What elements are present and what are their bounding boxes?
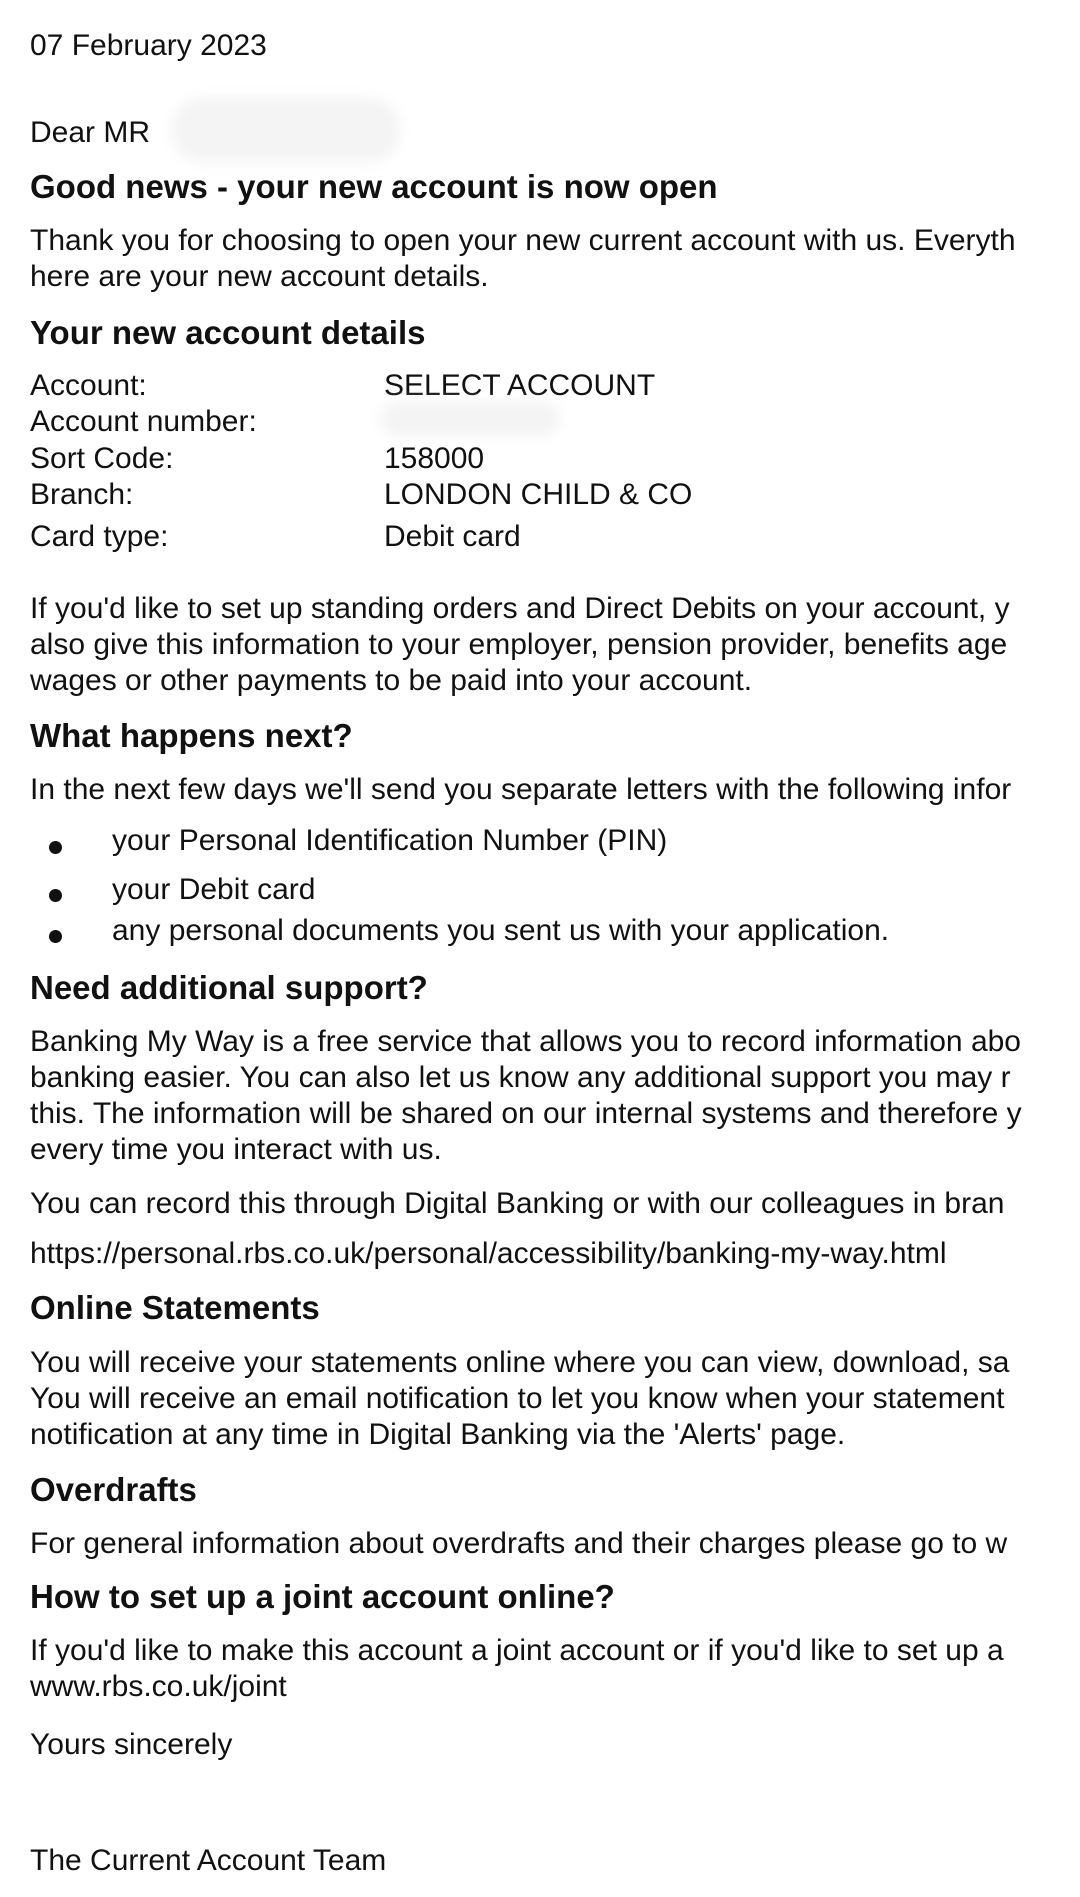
bullet-icon: [49, 889, 62, 902]
joint-account-link[interactable]: www.rbs.co.uk/joint: [30, 1670, 287, 1703]
list-item: your Debit card: [112, 873, 316, 906]
support-record-text: You can record this through Digital Banking or with our colleagues in bran: [30, 1187, 1005, 1220]
detail-label-card-type: Card type:: [30, 520, 169, 553]
detail-label-sort-code: Sort Code:: [30, 442, 174, 475]
overdrafts-heading: Overdrafts: [30, 1471, 197, 1508]
joint-line-1: If you'd like to make this account a joint account or if you'd like to set up a: [30, 1634, 1004, 1667]
redacted-name: [172, 98, 400, 162]
standing-orders-line-1: If you'd like to set up standing orders and Direct Debits on your account, y: [30, 592, 1010, 625]
letter-title: Good news - your new account is now open: [30, 168, 718, 205]
standing-orders-line-2: also give this information to your employer, pension provider, benefits age: [30, 628, 1008, 661]
next-heading: What happens next?: [30, 717, 353, 754]
statements-line-3: notification at any time in Digital Banking via the 'Alerts' page.: [30, 1418, 846, 1451]
bullet-icon: [49, 841, 62, 854]
support-heading: Need additional support?: [30, 969, 428, 1006]
detail-label-account: Account:: [30, 369, 147, 402]
overdrafts-text: For general information about overdrafts and their charges please go to w: [30, 1527, 1008, 1560]
banking-my-way-link[interactable]: https://personal.rbs.co.uk/personal/accessibility/banking-my-way.html: [30, 1237, 947, 1270]
support-line-1: Banking My Way is a free service that allows you to record information abo: [30, 1025, 1021, 1058]
detail-value-sort-code: 158000: [384, 442, 485, 475]
next-intro: In the next few days we'll send you separate letters with the following infor: [30, 773, 1012, 806]
statements-heading: Online Statements: [30, 1289, 320, 1326]
standing-orders-line-3: wages or other payments to be paid into your account.: [30, 664, 753, 697]
intro-line-1: Thank you for choosing to open your new current account with us. Everyth: [30, 224, 1016, 257]
support-line-4: every time you interact with us.: [30, 1133, 442, 1166]
detail-value-account: SELECT ACCOUNT: [384, 369, 656, 402]
support-line-2: banking easier. You can also let us know any additional support you may r: [30, 1061, 1011, 1094]
statements-line-2: You will receive an email notification to let you know when your statement: [30, 1382, 1005, 1415]
intro-line-2: here are your new account details.: [30, 260, 489, 293]
signature: The Current Account Team: [30, 1844, 387, 1877]
support-line-3: this. The information will be shared on our internal systems and therefore y: [30, 1097, 1022, 1130]
letter-date: 07 February 2023: [30, 29, 267, 62]
details-heading: Your new account details: [30, 314, 426, 351]
detail-value-branch: LONDON CHILD & CO: [384, 478, 693, 511]
detail-label-branch: Branch:: [30, 478, 134, 511]
closing: Yours sincerely: [30, 1728, 233, 1761]
redacted-account-number: [380, 402, 560, 436]
joint-heading: How to set up a joint account online?: [30, 1578, 615, 1615]
detail-label-account-number: Account number:: [30, 405, 257, 438]
salutation: Dear MR: [30, 116, 151, 149]
bullet-icon: [49, 930, 62, 943]
detail-value-card-type: Debit card: [384, 520, 521, 553]
list-item: any personal documents you sent us with your application.: [112, 914, 890, 947]
statements-line-1: You will receive your statements online where you can view, download, sa: [30, 1346, 1010, 1379]
list-item: your Personal Identification Number (PIN): [112, 824, 668, 857]
